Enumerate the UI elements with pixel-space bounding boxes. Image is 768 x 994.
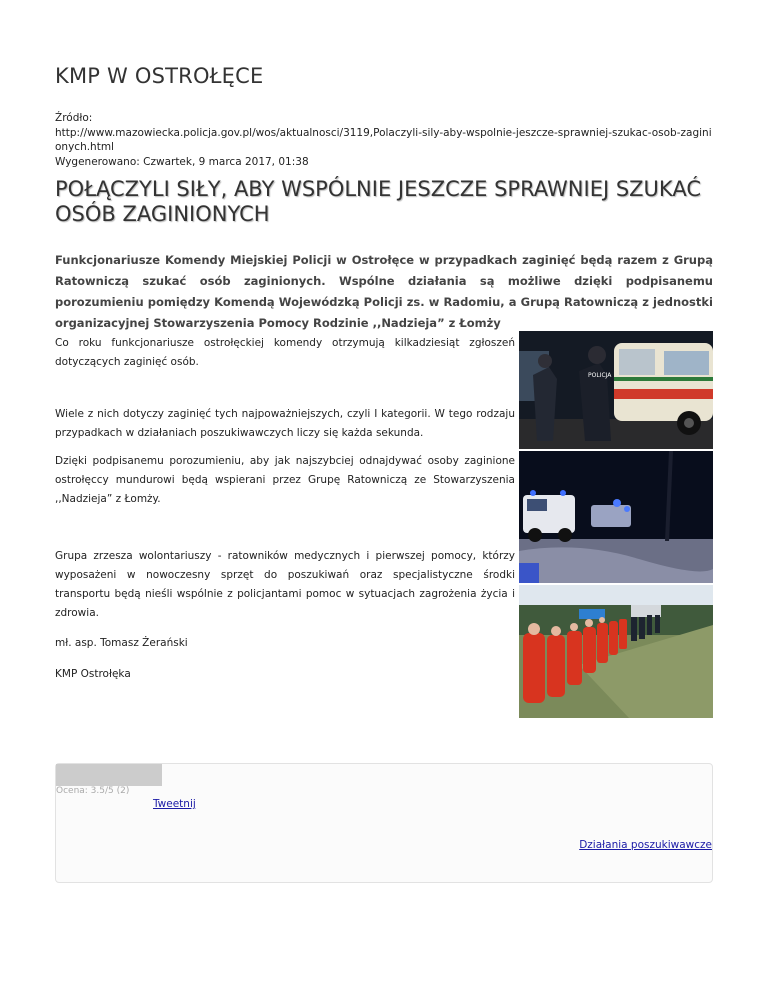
photo-police-text: POLICJA [588,372,612,379]
tweet-link[interactable]: Tweetnij [153,798,196,810]
photo-rescue-image [519,451,713,583]
source-label: Źródło: [55,112,93,124]
article-paragraph-1: Co roku funkcjonariusze ostrołęckiej komendy otrzymują kilkadziesiąt zgłoszeń dotyczących zaginięć osób. [55,337,515,368]
site-title: KMP W OSTROŁĘCE [55,64,264,88]
article-paragraph-4: Grupa zrzesza wolontariuszy - ratowników medycznych i pierwszej pomocy, którzy wyposażeni w nowoczesny sprzęt do poszukiwań oraz specjalistyczne środki transportu będą nieśli wspólnie z policjantami pomoc w sytuacjach zagrożenia życia i zdrowia. [55,550,515,619]
article-author: mł. asp. Tomasz Żerański [55,637,188,649]
source-meta [55,111,715,169]
article-unit: KMP Ostrołęka [55,668,131,680]
photo-rescue-team[interactable] [519,585,713,718]
article-lead: Funkcjonariusze Komendy Miejskiej Policji w Ostrołęce w przypadkach zaginięć będą razem z Grupą Ratowniczą szukać osób zaginionych. Wspólne działania są możliwe dzięki podpisanemu porozumieniu pomiędzy Komendą Wojewódzką Policji zs. w Radomiu, a Grupą Ratowniczą z jednostki organizacyjnej Stowarzyszenia Pomocy Rodzinie ,,Nadzieja” z Łomży [55,253,713,330]
generated-date: Wygenerowano: Czwartek, 9 marca 2017, 01:38 [55,155,309,168]
photo-ambulance-image [519,331,713,449]
source-url: http://www.mazowiecka.policja.gov.pl/wos/aktualnosci/3119,Polaczyli-sily-aby-wspolnie-jeszcze-sprawniej-szukac-osob-zaginionych.html [55,126,712,153]
rating-text: Ocena: 3.5/5 (2) [56,786,130,796]
article-paragraph-2: Wiele z nich dotyczy zaginięć tych najpoważniejszych, czyli I kategorii. W tego rodzaju przypadkach w działaniach poszukiwawczych liczy się każda sekunda. [55,408,515,439]
rating-widget[interactable] [56,764,162,786]
photo-team-image [519,585,713,718]
article-paragraph-3: Dzięki podpisanemu porozumieniu, aby jak najszybciej odnajdywać osoby zaginione ostrołęccy mundurowi będą wspierani przez Grupę Ratowniczą ze Stowarzyszenia ,,Nadzieja” z Łomży. [55,455,515,505]
tag-link-search-actions[interactable]: Działania poszukiwawcze [579,839,712,851]
article-title: POŁĄCZYLI SIŁY, ABY WSPÓLNIE JESZCZE SPRAWNIEJ SZUKAĆ OSÓB ZAGINIONYCH [55,177,701,226]
photo-rescue-vehicles[interactable] [519,451,713,583]
photo-ambulance-police[interactable] [519,331,713,449]
article-footer [55,763,713,883]
